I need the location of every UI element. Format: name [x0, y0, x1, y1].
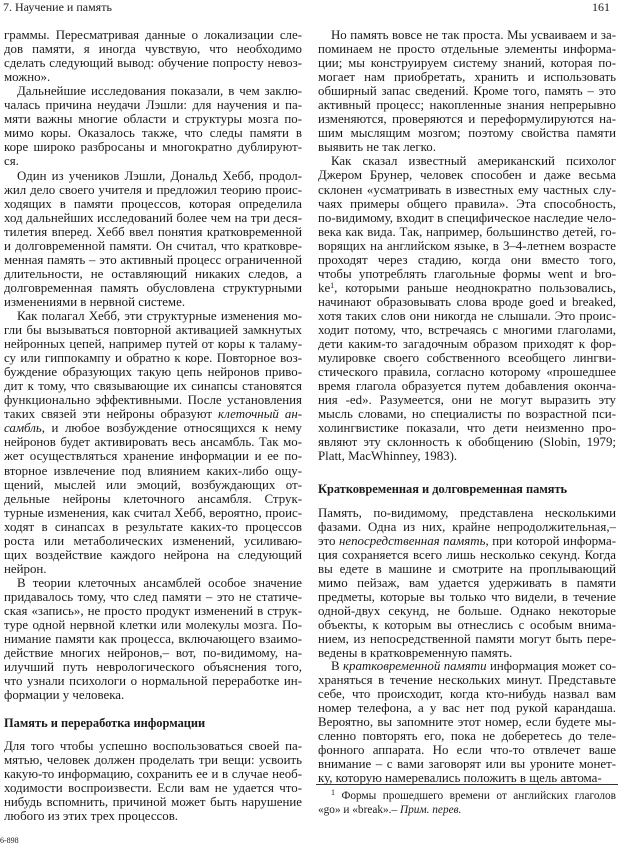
text-line: время глагола образуется путем добавления оконча- — [318, 379, 616, 394]
text-line: Память и переработка информации — [4, 716, 206, 730]
paragraph — [4, 84, 302, 168]
text-line: нейронных цепей, например путей от коры к таламу- — [4, 337, 302, 352]
footnote-divider — [316, 784, 618, 785]
text-run: В — [331, 658, 344, 673]
text-run: ke — [318, 280, 331, 295]
text-line: Память, по-видимому, представлена несколькими — [318, 506, 616, 520]
text-line — [318, 790, 616, 804]
text-line: стического пра́вила, согласно которому «прошедшее — [318, 365, 616, 380]
footnote-marker: 1 — [331, 788, 335, 797]
text-line: мимо пейзаж, вам удается удерживать в памяти — [318, 576, 616, 591]
text-line: фазами. Одна из них, крайне непродолжительная,– — [318, 520, 616, 535]
italic-term: Прим. перев. — [399, 804, 462, 817]
text-line: можно». — [4, 70, 51, 85]
text-line: ция сохраняется всего лишь несколько секунд. Когда — [318, 548, 616, 563]
text-line: ведены в кратковременную память. — [318, 646, 513, 661]
running-header-chapter: 7. Научение и память — [3, 0, 112, 14]
text-line — [4, 407, 302, 421]
text-line: являют эту склонность к обобщению (Slobin, 1979; — [318, 435, 616, 450]
text-line: склонен «усматривать в известных ему частных слу- — [318, 182, 616, 197]
text-line — [318, 804, 616, 818]
text-line: чаях примеры общего правила». Эта способность, — [318, 196, 616, 211]
text-line: функционально эффективными. После установления — [4, 393, 302, 408]
text-line: обширный запас сведений. Кроме того, память – это — [318, 84, 616, 99]
italic-term: непосредственная память — [338, 534, 486, 549]
text-line: дети каким-то загадочным образом приходят к фор- — [318, 337, 616, 352]
text-line: граммы. Пересматривая данные о локализации сле- — [4, 28, 302, 42]
text-line: века как вида. Так, например, большинство детей, го- — [318, 224, 616, 239]
text-line: Как сказал известный американский психолог — [331, 154, 616, 169]
text-line: нием, из непосредственной памяти могут быть пере- — [318, 632, 616, 647]
text-line: Дальнейшие исследования показали, в чем заклю- — [17, 84, 302, 99]
text-line: могает нам приобретать, хранить и использовать — [318, 70, 616, 85]
text-line: дельные нейроны клеточного ансамбля. Струк- — [4, 491, 302, 506]
paragraph — [4, 28, 302, 84]
text-line — [318, 659, 616, 673]
text-line: мулировке своего собственного всеобщего лингви- — [318, 351, 616, 366]
text-line: коре широко разбросаны и многократно дублируют- — [4, 140, 302, 155]
text-line: Вероятно, вы запомните этот номер, если будете мы- — [318, 715, 616, 730]
text-line: формации у человека. — [4, 688, 125, 703]
text-line: объекты, к которым вы отнеслись с особым внима- — [318, 618, 616, 633]
paragraph — [4, 169, 302, 309]
text-line: жет осуществляться хранение информации и ее по- — [4, 449, 302, 464]
text-line: поминаем не просто отдельные элементы информа- — [318, 42, 616, 57]
section-heading — [4, 716, 302, 730]
text-line: придавалось тому, что след памяти – это не статиче- — [4, 589, 302, 604]
text-line: нейрон. — [4, 561, 47, 576]
text-line: мимо коры. Оказалось также, что следы памяти в — [4, 126, 302, 141]
text-line: буждение образующих такую цепь нейронов приво- — [4, 365, 302, 380]
text-line: сленно повторять его, пока не доберетесь до теле- — [318, 729, 616, 744]
text-line: изменениями в нервной системе. — [4, 294, 186, 309]
text-line: щих воздействие каждого нейрона на следующий — [4, 547, 302, 562]
text-line: тилетия вперед. Хебб ввел понятия кратковременной — [4, 224, 302, 239]
text-line: нимание памяти как процесса, включающего взаимо- — [4, 632, 302, 647]
text-line: Кратковременная и долговременная память — [318, 482, 568, 496]
text-line: Но память вовсе не так проста. Мы усваиваем и за- — [331, 28, 616, 42]
text-run: таких связей эти нейроны образуют — [4, 407, 218, 422]
text-line: ходят в синапсах в результате каких-то процессов — [4, 519, 302, 534]
text-line: ходимости воспроизвести. Если вам не удается что- — [4, 781, 302, 796]
text-line: нибудь вспомнить, причиной может быть нарушение — [4, 795, 302, 810]
text-run: информация может со- — [486, 658, 616, 673]
text-line: Джером Брунер, человек способен и даже весьма — [318, 168, 616, 183]
text-line: изменяются, проверяются и переформулируются на- — [318, 112, 616, 127]
text-line: Один из учеников Лэшли, Дональд Хебб, продол- — [17, 168, 302, 183]
text-line: активный процесс; накопленные знания непрерывно — [318, 98, 616, 113]
page-number: 161 — [592, 0, 610, 14]
text-line: ку, которую намеревались положить в щель автома- — [318, 771, 602, 786]
text-line: начинают образовывать слова вроде goed и breaked, — [318, 294, 616, 309]
text-line: какую-то информацию, сохранить ее и в случае необ- — [4, 767, 302, 782]
text-line: вторное извлечение под влиянием каких-либо ощу- — [4, 463, 302, 478]
text-line: ции; мы конструируем систему знаний, которая по- — [318, 56, 616, 71]
text-line: сделать следующий вывод: обучение попросту невоз- — [4, 56, 302, 71]
text-run: Формы прошедшего времени от английских глаголов — [335, 790, 616, 802]
text-line — [318, 281, 616, 295]
paragraph — [4, 309, 302, 576]
text-line: ворящих на английском языке, в 3–4-летнем возрасте — [318, 238, 616, 253]
text-line: себе, что происходит, когда кто-нибудь назвал вам — [318, 686, 616, 701]
text-line: В теории клеточных ансамблей особое значение — [17, 575, 302, 590]
text-run: , и любое возбуждение относящихся к нему — [41, 421, 302, 436]
text-line: действие многих нейронов,– вот, по-видимому, на- — [4, 646, 302, 661]
text-line: дов памяти, я иногда чувствую, что необходимо — [4, 42, 302, 57]
text-line: ходящих в памяти процессов, которая определила — [4, 196, 302, 211]
text-line: дит к тому, что связывающие их синапсы становятся — [4, 379, 302, 394]
text-line: мяти важны многие области и структуры мозга по- — [4, 112, 302, 127]
text-line: туре одной нервной клетки или молекулы мозга. По- — [4, 618, 302, 633]
text-line: ская «запись», не просто продукт изменений в струк- — [4, 604, 302, 619]
printer-signature: 6-898 — [0, 836, 19, 845]
text-line: ходит потому, что, встречаясь с многими глаголами, — [318, 323, 616, 337]
italic-term: самбль — [4, 421, 42, 436]
text-line: внимание – с вами заговорят или вы уроните монет- — [318, 757, 616, 772]
text-run: , при которой информа- — [485, 534, 616, 549]
text-line: номер телефона, а у вас нет под рукой карандаша. — [318, 701, 616, 716]
text-line: хотя таких слов они никогда не слышали. Это проис- — [318, 308, 616, 323]
text-line: роста или метаболических изменений, усиливаю- — [4, 533, 302, 548]
text-line: долговременная память обусловлена структурными — [4, 280, 302, 295]
text-line: одной-двух секунд, не больше. Однако некоторые — [318, 604, 616, 619]
text-line — [318, 534, 616, 548]
text-line: су или гиппокампу и обратно к коре. Повторное воз- — [4, 351, 302, 366]
text-line: любого из этих трех процессов. — [4, 809, 179, 824]
paragraph — [318, 659, 616, 785]
text-line: холингвистике показали, что дети неизменно про- — [318, 421, 616, 436]
text-line: мятью, человек должен проделать три вещи: усвоить — [4, 753, 302, 768]
text-line — [4, 421, 302, 435]
text-line: предметы, которые вы только что видели, в течение — [318, 590, 616, 605]
text-line: ход дальнейших исследований более чем на три деся- — [4, 210, 302, 225]
text-run: «go» и «break».– — [318, 804, 400, 817]
paragraph — [318, 154, 616, 463]
text-run: , которыми раньше неоднократно пользовались, — [334, 280, 616, 295]
text-run: это — [318, 534, 339, 549]
text-line: турные изменения, как считал Хебб, вероятно, проис- — [4, 505, 302, 520]
text-line: Для того чтобы успешно воспользоваться своей па- — [4, 739, 302, 753]
text-line: ния -ed». Разумеется, они не могут выразить эту — [318, 393, 616, 408]
text-line: вы едете в машине и смотрите на проплывающий — [318, 562, 616, 577]
text-line: нейронов будет активировать весь ансамбль. Так мо- — [4, 435, 302, 450]
footnote — [318, 790, 616, 818]
text-line: жил дело своего учителя и предложил теорию проис- — [4, 182, 302, 197]
text-line: выявить не так легко. — [318, 140, 436, 155]
text-line: ся. — [4, 154, 19, 169]
section-heading — [318, 482, 616, 496]
text-line: по-видимому, входит в специфическое наследие чело- — [318, 210, 616, 225]
text-line: чтобы употреблять глагольные формы went и bro- — [318, 266, 616, 281]
paragraph — [318, 28, 616, 154]
text-line: длительности, не оставляющий никаких следов, а — [4, 266, 302, 281]
text-line: что узнали психологи о нормальной переработке ин- — [4, 674, 302, 689]
italic-term: клеточный ан- — [217, 407, 303, 422]
text-line: храняться в течение нескольких минут. Представьте — [318, 672, 616, 687]
text-line: илучший путь неврологического объяснения того, — [4, 660, 302, 675]
paragraph — [4, 739, 302, 823]
text-line: менная память – это активный процесс ограниченной — [4, 252, 302, 267]
text-line: и долговременной памяти. Он считал, что кратковре- — [4, 238, 302, 253]
paragraph — [4, 576, 302, 702]
paragraph — [318, 506, 616, 661]
text-line: мысль словами, но специалисты по возрастной пси- — [318, 407, 616, 422]
text-line: чалась причина неудачи Лэшли: для научения и па- — [4, 98, 302, 113]
text-line: Platt, MacWhinney, 1983). — [318, 449, 458, 464]
text-line: проходят через стадию, когда они вместо того, — [318, 252, 616, 267]
text-line: Как полагал Хебб, эти структурные изменения мо- — [17, 309, 302, 323]
text-line: шим мыслящим мозгом; поэтому свойства памяти — [318, 126, 616, 141]
text-line: фонного аппарата. Но если что-то отвлечет ваше — [318, 743, 616, 758]
footnote-marker: 1 — [330, 280, 335, 290]
text-line: щений, мыслей или эмоций, возбуждающих от- — [4, 477, 302, 492]
italic-term: кратковременной памяти — [343, 658, 487, 673]
text-line: гли бы вызываться повторной активацией замкнутых — [4, 323, 302, 338]
